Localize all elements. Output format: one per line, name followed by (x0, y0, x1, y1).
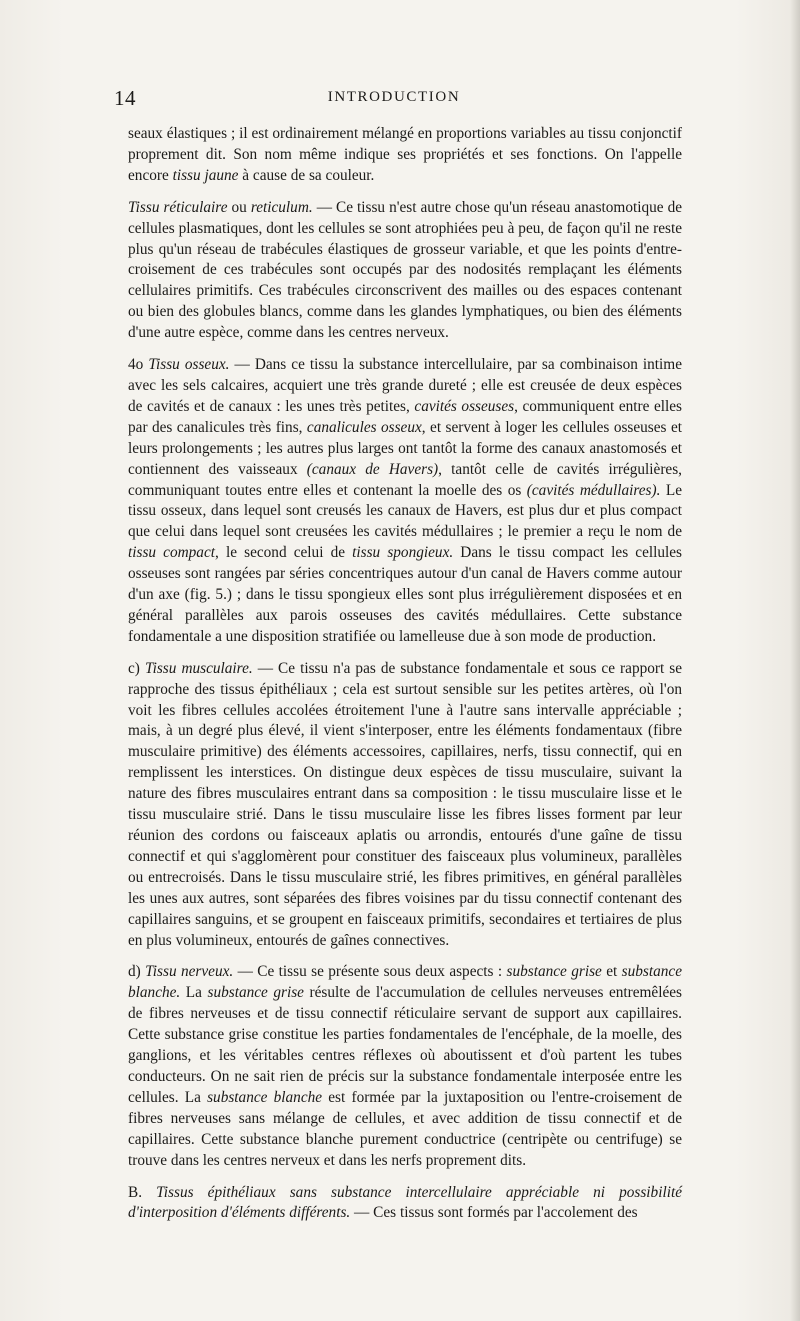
italic-text: tissu jaune (172, 166, 239, 184)
paragraph (128, 1183, 682, 1225)
text-run: résulte de l'accumulation de cellules nerveuses entremêlées de fibres nerveuses et de tissu connectif réticulaire servant de support aux capillaires. Cette substance grise constitue les parties fondamentales de l'encéphale, de la moelle, des ganglions, et les véritables centres réflexes où aboutissent et d'où partent les tubes conducteurs. On ne sait rien de précis sur la substance fondamentale interposée entre les cellules. La (128, 984, 682, 1106)
text-run: , le second celui de (215, 544, 353, 562)
italic-text: substance grise (506, 963, 602, 981)
page-header (114, 86, 674, 110)
italic-text: Tissus épithéliaux sans substance intercellulaire appréciable ni possibilité d'interposition d'éléments différents. (128, 1183, 682, 1222)
text-run: Dans le tissu compact les cellules osseuses sont rangées par séries concentriques autour d'un canal de Havers comme autour d'un axe (fig. 5.) ; dans le tissu spongieux elles sont plus irrégulièrement disposées et en général parallèles aux parois osseuses des cavités médullaires. Cette substance fondamentale a une disposition stratifiée ou lamelleuse due à son mode de production. (128, 544, 682, 645)
paragraph (128, 355, 682, 648)
text-run: — Ce tissu n'est autre chose qu'un réseau anastomotique de cellules plasmatiques, dont les cellules se sont atrophiées peu à peu, de façon qu'il ne reste plus qu'un réseau de trabécules élastiques de grosseur variable, et que les points d'entre-croisement de ces trabécules sont occupés par des nodosités remplaçant les éléments cellulaires primitifs. Ces trabécules circonscrivent des mailles ou des espaces contenant ou bien des globules blancs, comme dans les glandes lymphatiques, ou bien des éléments d'une autre espèce, comme dans les centres nerveux. (128, 198, 683, 342)
italic-text: Tissu osseux. (148, 356, 230, 374)
italic-text: canalicules osseux (306, 418, 422, 436)
italic-text: reticulum. (250, 198, 313, 216)
text-run: — Ce tissu n'a pas de substance fondamentale et sous ce rapport se rapproche des tissus épithéliaux ; cela est surtout sensible sur les petites artères, où l'on voit les fibres cellules accolées étroitement l'une à l'autre sans intervalle appréciable ; mais, à un degré plus élevé, il vient s'interposer, entre les éléments fondamentaux (fibre musculaire primitive) des éléments accessoires, capillaires, nerfs, tissu connectif, qui en remplissent les interstices. On distingue deux espèces de tissu musculaire, suivant la nature des fibres musculaires entrant dans sa composition : le tissu musculaire lisse et le tissu musculaire strié. Dans le tissu musculaire lisse les fibres lisses forment par leur réunion des cordons ou faisceaux aplatis ou arrondis, entourés d'une gaîne de tissu connectif et qui s'agglomèrent pour constituer des faisceaux plus volumineux, parallèles ou entrecroisés. Dans le tissu musculaire strié, les fibres primitives, en général parallèles les unes aux autres, sont séparées des fibres voisines par du tissu connectif contenant des capillaires sanguins, et se groupent en faisceaux primitifs, secondaires et tertiaires de plus en plus volumineux, entourés de gaînes connectives. (128, 659, 683, 949)
text-run: et (601, 963, 622, 981)
text-run: ou (227, 198, 251, 216)
italic-text: substance blanche (207, 1088, 323, 1106)
text-run: d) (128, 963, 146, 981)
text-run: à cause de sa couleur. (238, 166, 375, 184)
paragraph (128, 124, 682, 187)
text-run: Le tissu osseux, dans lequel sont creusés les canaux de Havers, est plus dur et plus compact que celui dans lequel sont creusées les cavités médullaires ; le premier a reçu le nom de (128, 481, 683, 541)
page-number: 14 (114, 86, 136, 110)
text-run: , tantôt celle de cavités irrégulières, communiquant toutes entre elles et contenant la moelle des os (128, 460, 682, 499)
text-run: c) (128, 659, 145, 677)
italic-text: (canaux de Havers) (306, 460, 439, 478)
text-run: — Dans ce tissu la substance intercellulaire, par sa combinaison intime avec les sels calcaires, acquiert une très grande dureté ; elle est creusée de deux espèces de cavités et de canaux : les unes très petites, (128, 356, 682, 415)
text-run: , et servent à loger les cellules osseuses et leurs prolongements ; les autres plus larges ont tantôt la forme des canaux anastomosés et contiennent des vaisseaux (128, 418, 682, 478)
text-run: est formée par la juxtaposition ou l'entre-croisement de fibres nerveuses sans mélange de cellules, et avec addition de tissu connectif et de capillaires. Cette substance blanche purement conductrice (centripète ou centrifuge) se trouve dans les centres nerveux et dans les nerfs proprement dits. (128, 1088, 683, 1169)
italic-text: Tissu musculaire. (144, 659, 253, 677)
paragraph (128, 198, 682, 344)
text-run: 4o (128, 356, 149, 374)
text-run: La (180, 984, 208, 1002)
text-run: — Ces tissus sont formés par l'accolement des (350, 1204, 638, 1222)
body-text (128, 124, 682, 1224)
italic-text: substance grise (207, 984, 304, 1002)
italic-text: cavités osseuses (414, 397, 515, 415)
italic-text: tissu compact (128, 544, 216, 562)
italic-text: (cavités médullaires). (526, 481, 661, 499)
text-run: seaux élastiques ; il est ordinairement mélangé en proportions variables au tissu conjonctif proprement dit. Son nom même indique ses propriétés et ses fonctions. On l'appelle encore (128, 125, 682, 184)
text-run: , communiquent entre elles par des canalicules très fins, (128, 397, 682, 436)
italic-text: tissu spongieux. (352, 544, 454, 562)
paragraph (128, 962, 682, 1171)
italic-text: Tissu nerveux. (145, 963, 234, 981)
text-run: — Ce tissu se présente sous deux aspects : (233, 963, 507, 981)
text-run: B. (128, 1183, 157, 1201)
italic-text: Tissu réticulaire (128, 198, 228, 216)
running-head: INTRODUCTION (327, 89, 461, 105)
paragraph (128, 659, 682, 952)
italic-text: substance blanche. (128, 963, 682, 1002)
page-edge-shadow (790, 0, 800, 1321)
